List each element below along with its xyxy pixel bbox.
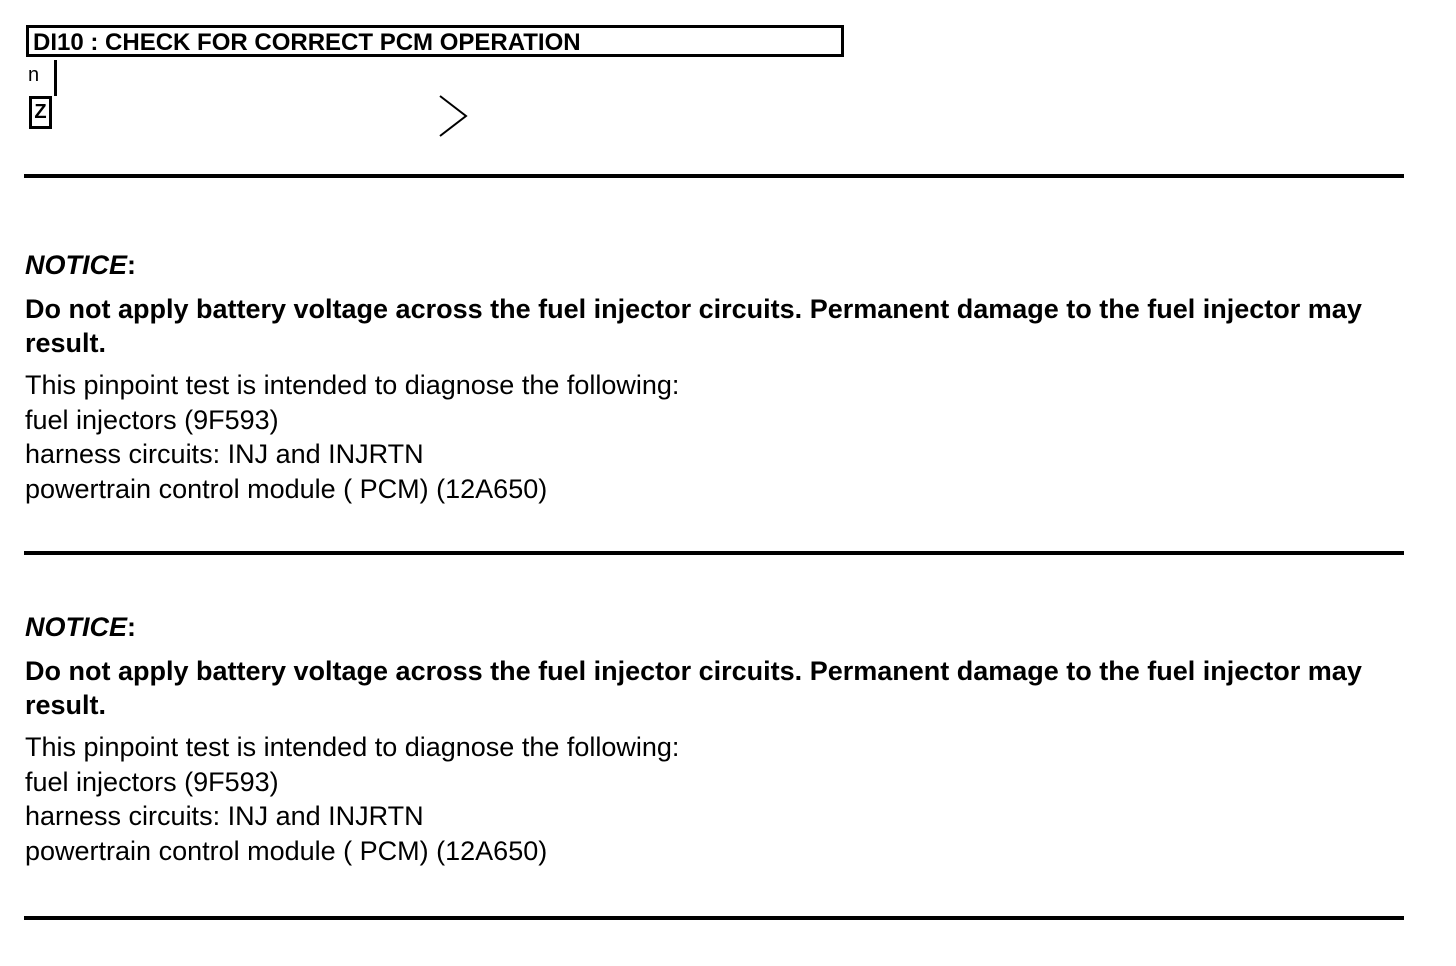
step-title-box xyxy=(26,25,844,57)
notice-warning: Do not apply battery voltage across the fuel injector circuits. Permanent damage to the fuel injector may result. xyxy=(25,656,1362,720)
scope-item: fuel injectors (9F593) xyxy=(25,404,279,435)
scope-item: powertrain control module ( PCM) (12A650) xyxy=(25,835,548,866)
divider-rule xyxy=(24,551,1404,555)
tab-divider xyxy=(54,60,57,96)
notice-section xyxy=(25,610,1395,868)
step-marker-box: Z xyxy=(29,96,52,129)
notice-section xyxy=(25,248,1395,506)
test-scope xyxy=(25,368,1395,506)
scope-item: harness circuits: INJ and INJRTN xyxy=(25,801,424,831)
notice-heading: NOTICE: xyxy=(25,612,137,642)
scope-item: powertrain control module ( PCM) (12A650) xyxy=(25,473,548,504)
step-title: DI10 : CHECK FOR CORRECT PCM OPERATION xyxy=(33,29,581,56)
scope-item: harness circuits: INJ and INJRTN xyxy=(25,439,424,469)
scope-intro: This pinpoint test is intended to diagnose the following: xyxy=(25,732,680,762)
notice-warning: Do not apply battery voltage across the fuel injector circuits. Permanent damage to the fuel injector may result. xyxy=(25,294,1362,358)
test-scope xyxy=(25,730,1395,868)
scope-item: fuel injectors (9F593) xyxy=(25,766,279,797)
divider-rule xyxy=(24,174,1404,178)
notice-heading: NOTICE: xyxy=(25,250,137,280)
scope-intro: This pinpoint test is intended to diagnose the following: xyxy=(25,370,680,400)
chevron-right-icon[interactable] xyxy=(436,92,472,140)
divider-rule xyxy=(24,916,1404,920)
tab-letter: n xyxy=(28,64,40,86)
